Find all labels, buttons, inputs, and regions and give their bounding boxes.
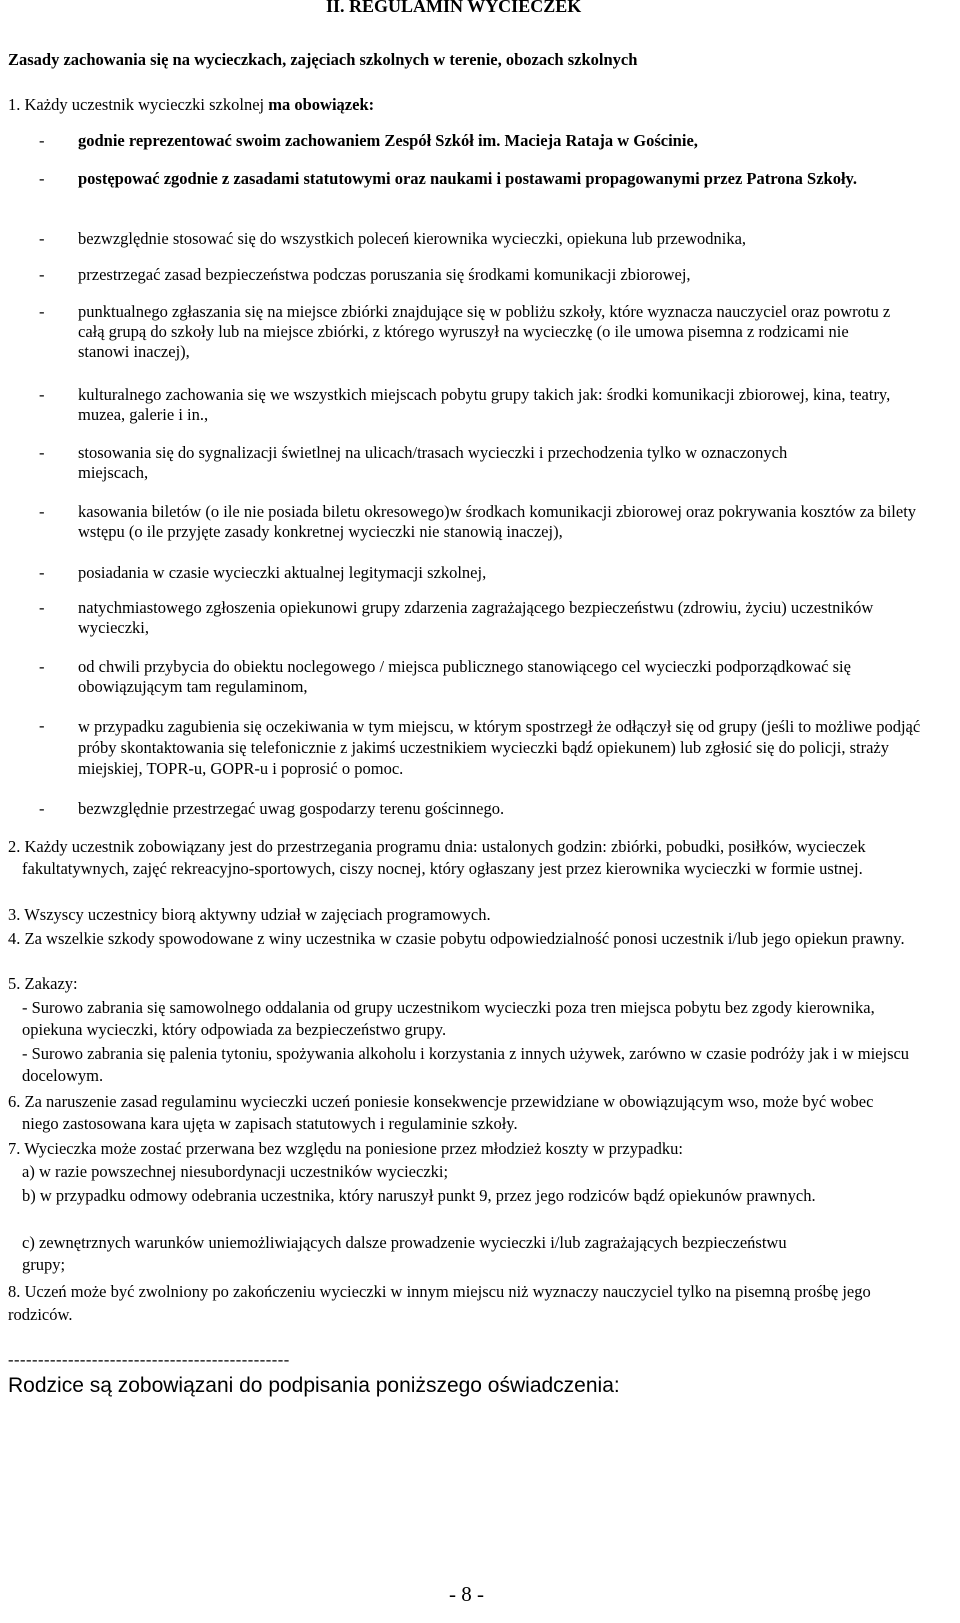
- bullet-item: w przypadku zagubienia się oczekiwania w tym miejscu, w którym spostrzegł że odłączył się od grupy (jeśli to możliwe podjąć próby skontaktowania się telefonicznie z jakimś uczestnikiem wycieczki bądź opiekunem) lub zgłosić się do policji, straży miejskiej, TOPR-u, GOPR-u i poprosić o pomoc.: [78, 717, 921, 778]
- bullet-item: przestrzegać zasad bezpieczeństwa podczas poruszania się środkami komunikacji zbiorowej,: [78, 265, 691, 284]
- bullet-item: posiadania w czasie wycieczki aktualnej legitymacji szkolnej,: [78, 563, 487, 582]
- bullet-dash: -: [39, 302, 45, 321]
- point-3: 3. Wszyscy uczestnicy biorą aktywny udział w zajęciach programowych.: [8, 905, 491, 924]
- bullet-dash: -: [39, 598, 45, 617]
- bullet-dash: -: [39, 169, 45, 188]
- bullet-item: kulturalnego zachowania się we wszystkich miejscach pobytu grupy takich jak: środki komunikacji zbiorowej, kina, teatry, muzea, galerie i in.,: [78, 385, 891, 424]
- bullet-item: punktualnego zgłaszania się na miejsce zbiórki znajdujące się w pobliżu szkoły, które wyznacza nauczyciel oraz powrotu z całą grupą do szkoły lub na miejsce zbiórki, z którego wyruszył na wycieczkę (o ile umowa pisemna z rodzicami nie stanowi inaczej),: [78, 302, 891, 361]
- bullet-item: bezwzględnie przestrzegać uwag gospodarzy terenu gościnnego.: [78, 799, 505, 818]
- point-7-item-b: b) w przypadku odmowy odebrania uczestnika, który naruszył punkt 9, przez jego rodziców bądź opiekunów prawnych.: [22, 1186, 816, 1205]
- page-title: II. REGULAMIN WYCIECZEK: [326, 0, 582, 16]
- point-2: 2. Każdy uczestnik zobowiązany jest do przestrzegania programu dnia: ustalonych godzin: zbiórki, pobudki, posiłków, wycieczek fakultatywnych, zajęć rekreacyjno-sportowych, ciszy nocnej, który ogłaszany jest przez kierownika wycieczki w formie ustnej.: [8, 837, 866, 878]
- bullet-dash: -: [39, 443, 45, 462]
- point-1-intro-text: 1. Każdy uczestnik wycieczki szkolnej: [8, 95, 269, 114]
- bullet-dash: -: [39, 502, 45, 521]
- bullet-dash: -: [39, 563, 45, 582]
- bullet-dash: -: [39, 265, 45, 284]
- point-8: 8. Uczeń może być zwolniony po zakończeniu wycieczki w innym miejscu niż wyznaczy nauczyciel tylko na pisemną prośbę jego rodziców.: [8, 1282, 871, 1324]
- bullet-dash: -: [39, 799, 45, 818]
- bullet-dash: -: [39, 657, 45, 676]
- page-number: - 8 -: [449, 1582, 484, 1606]
- point-4: 4. Za wszelkie szkody spowodowane z winy uczestnika w czasie pobytu odpowiedzialność ponosi uczestnik i/lub jego opiekun prawny.: [8, 929, 905, 948]
- bullet-item: natychmiastowego zgłoszenia opiekunowi grupy zdarzenia zagrażającego bezpieczeństwu (zdrowiu, życiu) uczestników wycieczki,: [78, 598, 874, 637]
- point-7-heading: 7. Wycieczka może zostać przerwana bez względu na poniesione przez młodzież koszty w przypadku:: [8, 1139, 683, 1158]
- bullet-item: postępować zgodnie z zasadami statutowymi oraz naukami i postawami propagowanymi przez Patrona Szkoły.: [78, 169, 858, 188]
- point-7-item-c: c) zewnętrznych warunków uniemożliwiających dalsze prowadzenie wycieczki i/lub zagrażających bezpieczeństwu grupy;: [22, 1233, 787, 1274]
- point-6: 6. Za naruszenie zasad regulaminu wycieczki uczeń poniesie konsekwencje przewidziane w obowiązującym wso, może być wobec niego zastosowana kara ujęta w zapisach statutowych i regulaminie szkoły.: [8, 1092, 874, 1133]
- bullet-dash: -: [39, 385, 45, 404]
- section-subtitle: Zasady zachowania się na wycieczkach, zajęciach szkolnych w terenie, obozach szkolnych: [8, 50, 638, 69]
- bullet-item: godnie reprezentować swoim zachowaniem Zespół Szkół im. Macieja Rataja w Gościnie,: [78, 131, 698, 150]
- signature-note: Rodzice są zobowiązani do podpisania poniższego oświadczenia:: [8, 1374, 620, 1397]
- bullet-item: kasowania biletów (o ile nie posiada biletu okresowego)w środkach komunikacji zbiorowej oraz pokrywania kosztów za bilety wstępu (o ile przyjęte zasady konkretnej wycieczki nie stanowią inaczej),: [78, 502, 917, 541]
- separator-line: -----------------------------------------------: [8, 1350, 290, 1369]
- point-1-intro-bold: ma obowiązek:: [268, 95, 375, 114]
- point-5-rule-a: - Surowo zabrania się samowolnego oddalania od grupy uczestnikom wycieczki poza tren miejsca pobytu bez zgody kierownika, opiekuna wycieczki, który odpowiada za bezpieczeństwo grupy.: [22, 998, 875, 1039]
- point-5-heading: 5. Zakazy:: [8, 974, 78, 993]
- bullet-item: od chwili przybycia do obiektu noclegowego / miejsca publicznego stanowiącego cel wycieczki podporządkować się obowiązującym tam regulaminom,: [78, 657, 851, 696]
- point-7-item-a: a) w razie powszechnej niesubordynacji uczestników wycieczki;: [22, 1162, 449, 1181]
- bullet-dash: -: [39, 131, 45, 150]
- bullet-dash: -: [39, 716, 45, 735]
- point-5-rule-b: - Surowo zabrania się palenia tytoniu, spożywania alkoholu i korzystania z innych używek, zarówno w czasie podróży jak i w miejscu docelowym.: [22, 1044, 910, 1085]
- bullet-item: stosowania się do sygnalizacji świetlnej na ulicach/trasach wycieczki i przechodzenia tylko w oznaczonych miejscach,: [78, 443, 788, 482]
- point-1-intro: [8, 95, 374, 114]
- bullet-item: bezwzględnie stosować się do wszystkich poleceń kierownika wycieczki, opiekuna lub przewodnika,: [78, 229, 747, 248]
- bullet-dash: -: [39, 229, 45, 248]
